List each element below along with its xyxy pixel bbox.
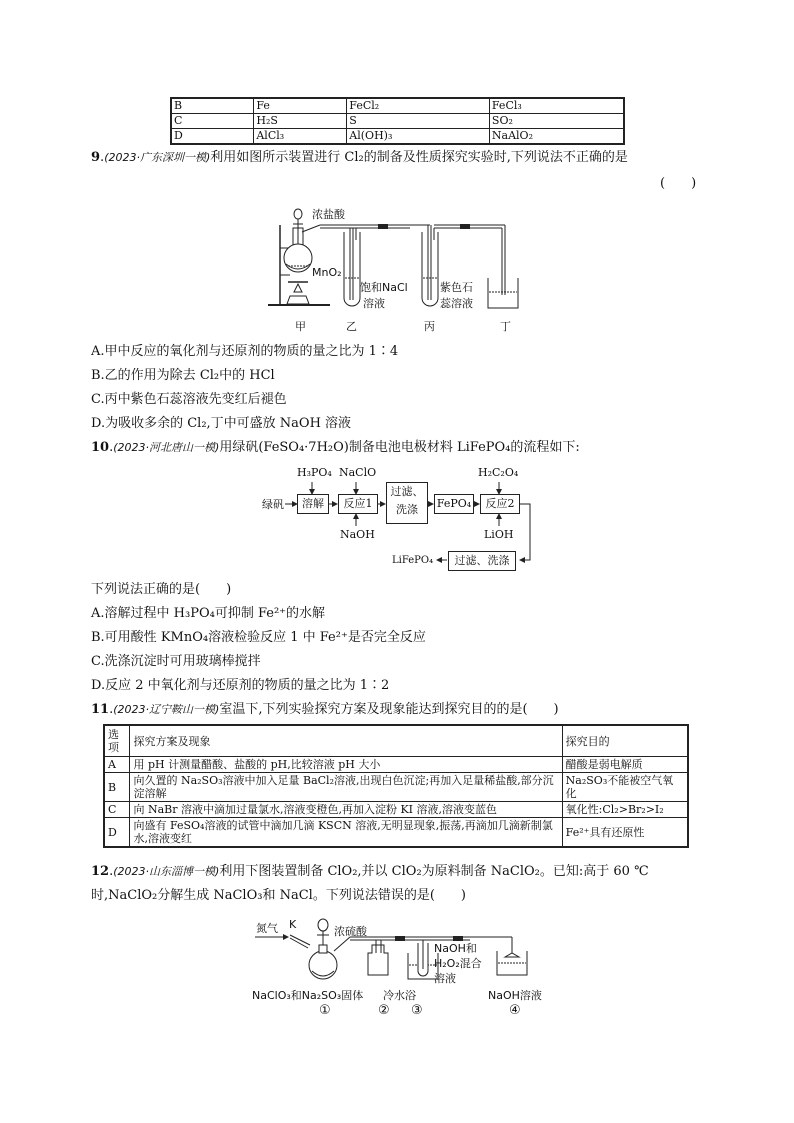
q11-table-header-row [104, 725, 688, 757]
q10-option-d[interactable]: D.反应 2 中氧化剂与还原剂的物质的量之比为 1∶2 [91, 678, 390, 693]
top-table-cell: Fe [254, 98, 347, 114]
q9-label-acid: 浓盐酸 [312, 208, 345, 221]
q11-cell-option: B [104, 773, 130, 802]
q9-stem: 利用如图所示装置进行 Cl₂的制备及性质探究实验时,下列说法不正确的是 [210, 150, 628, 165]
q12-label-k: K [289, 918, 297, 931]
q9-label-mno2: MnO₂ [312, 266, 342, 279]
q10-flow-in-naclo: NaClO [339, 466, 377, 479]
top-table-row [171, 98, 624, 114]
top-table-cell: D [171, 129, 254, 145]
top-table [170, 97, 625, 145]
q10-flow-end: LiFePO₄ [392, 555, 434, 566]
q9-option-b[interactable]: B.乙的作用为除去 Cl₂中的 HCl [91, 368, 275, 383]
q11-cell-goal: 氧化性:Cl₂>Br₂>I₂ [562, 802, 688, 818]
q12-label-ice: 冷水浴 [383, 989, 416, 1002]
q9-answer-paren: ( ) [660, 176, 697, 191]
q9-label-yi: 乙 [346, 320, 357, 333]
q11-table-row [104, 818, 688, 848]
q11-cell-plan: 向久置的 Na₂SO₃溶液中加入足量 BaCl₂溶液,出现白色沉淀;再加入足量稀盐酸,部分沉淀溶解 [130, 773, 562, 802]
q11-cell-plan: 向 NaBr 溶液中滴加过量氯水,溶液变橙色,再加入淀粉 KI 溶液,溶液变蓝色 [130, 802, 562, 818]
top-table-cell: C [171, 114, 254, 129]
q9-option-d[interactable]: D.为吸收多余的 Cl₂,丁中可盛放 NaOH 溶液 [91, 416, 352, 431]
q11-source: (2023·辽宁鞍山一模) [113, 703, 220, 716]
q12-stem-line1: 12.(2023·山东淄博一模)利用下图装置制备 ClO₂,并以 ClO₂为原料制备 NaClO₂。已知:高于 60 ℃ [91, 864, 649, 879]
q9-option-a[interactable]: A.甲中反应的氧化剂与还原剂的物质的量之比为 1∶4 [91, 344, 399, 359]
q11-table [103, 724, 689, 848]
q10-flow-in-naoh: NaOH [340, 528, 375, 541]
q10-flow-box-reaction2: 反应2 [480, 494, 520, 514]
top-table-cell: B [171, 98, 254, 114]
q9-label-c-sol-1: 紫色石 [440, 281, 473, 294]
q12-label-mix-3: 溶液 [434, 972, 456, 985]
q10-flow-box-filter-line2: 洗涤 [396, 503, 418, 516]
q11-table-row [104, 757, 688, 773]
q11-cell-goal: Fe²⁺具有还原性 [562, 818, 688, 848]
q12-label-num1: ① [319, 1003, 331, 1018]
q9-apparatus-figure [260, 200, 550, 330]
q12-stem-line2: 时,NaClO₂分解生成 NaClO₃和 NaCl。下列说法错误的是( ) [91, 888, 466, 903]
q12-label-acid: 浓硫酸 [334, 925, 367, 938]
q10-flow-box-filter [386, 482, 428, 524]
q10-stem-line: 10.(2023·河北唐山一模)用绿矾(FeSO₄·7H₂O)制备电池电极材料 LiFePO₄的流程如下: [91, 440, 580, 455]
q10-flow-start: 绿矾 [262, 498, 284, 511]
q11-cell-plan: 向盛有 FeSO₄溶液的试管中滴加几滴 KSCN 溶液,无明显现象,振荡,再滴加几滴新制氯水,溶液变红 [130, 818, 562, 848]
top-table-cell: AlCl₃ [254, 129, 347, 145]
q10-flow-in-h3po4: H₃PO₄ [297, 466, 332, 479]
q10-flow-in-lioh: LiOH [484, 528, 514, 541]
q11-header-plan: 探究方案及现象 [130, 725, 562, 757]
q9-source: (2023·广东深圳一模) [104, 151, 211, 164]
top-table-cell: FeCl₂ [347, 98, 490, 114]
q9-option-c[interactable]: C.丙中紫色石蕊溶液先变红后褪色 [91, 392, 287, 407]
q11-header-goal: 探究目的 [562, 725, 688, 757]
q9-label-jia: 甲 [295, 320, 306, 333]
q11-cell-plan: 用 pH 计测量醋酸、盐酸的 pH,比较溶液 pH 大小 [130, 757, 562, 773]
top-table-cell: SO₂ [489, 114, 624, 129]
q12-label-mix-2: H₂O₂混合 [434, 957, 482, 970]
q12-label-mix-1: NaOH和 [434, 942, 477, 955]
top-table-cell: H₂S [254, 114, 347, 129]
q10-flow-box-filter2: 过滤、洗涤 [448, 551, 516, 571]
q10-question: 下列说法正确的是( ) [91, 582, 232, 597]
q12-label-solid: NaClO₃和Na₂SO₃固体 [252, 989, 364, 1002]
q11-cell-goal: 醋酸是弱电解质 [562, 757, 688, 773]
q9-label-b-sol-2: 溶液 [363, 297, 385, 310]
q12-label-n2: 氮气 [256, 922, 278, 935]
top-table-cell: S [347, 114, 490, 129]
top-table-row [171, 129, 624, 145]
q10-option-b[interactable]: B.可用酸性 KMnO₄溶液检验反应 1 中 Fe²⁺是否完全反应 [91, 630, 426, 645]
q9-number: 9 [91, 150, 101, 165]
q10-number: 10 [91, 440, 110, 455]
q9-label-ding: 丁 [500, 320, 511, 333]
top-table-cell: NaAlO₂ [489, 129, 624, 145]
q10-flow-box-dissolve: 溶解 [297, 494, 329, 514]
q10-flow-box-fepo4: FePO₄ [434, 494, 474, 514]
q11-number: 11 [91, 702, 110, 717]
q10-stem: 用绿矾(FeSO₄·7H₂O)制备电池电极材料 LiFePO₄的流程如下: [219, 440, 580, 455]
q9-label-b-sol-1: 饱和NaCl [360, 281, 408, 294]
q11-cell-option: A [104, 757, 130, 773]
q12-label-num2: ② [378, 1003, 390, 1018]
top-table-cell: Al(OH)₃ [347, 129, 490, 145]
q11-cell-option: C [104, 802, 130, 818]
q12-stem-1: 利用下图装置制备 ClO₂,并以 ClO₂为原料制备 NaClO₂。已知:高于 60 ℃ [219, 864, 649, 879]
q12-label-naoh: NaOH溶液 [488, 989, 542, 1002]
q11-table-row [104, 802, 688, 818]
q11-stem-line: 11.(2023·辽宁鞍山一模)室温下,下列实验探究方案及现象能达到探究目的的是( ) [91, 702, 559, 717]
top-table-row [171, 114, 624, 129]
q10-source: (2023·河北唐山一模) [113, 441, 220, 454]
q11-table-row [104, 773, 688, 802]
q10-option-c[interactable]: C.洗涤沉淀时可用玻璃棒搅拌 [91, 654, 261, 669]
q10-flow-box-reaction1: 反应1 [338, 494, 378, 514]
q9-label-c-sol-2: 蕊溶液 [440, 297, 473, 310]
top-table-cell: FeCl₃ [489, 98, 624, 114]
q11-cell-option: D [104, 818, 130, 848]
q11-header-option: 选项 [104, 725, 130, 757]
q10-option-a[interactable]: A.溶解过程中 H₃PO₄可抑制 Fe²⁺的水解 [91, 606, 326, 621]
q11-stem: 室温下,下列实验探究方案及现象能达到探究目的的是( ) [219, 702, 559, 717]
q12-label-num4: ④ [509, 1003, 521, 1018]
q10-flow-box-filter-line1: 过滤、 [390, 485, 424, 498]
q12-number: 12 [91, 864, 110, 879]
q10-flow-in-h2c2o4: H₂C₂O₄ [478, 466, 519, 479]
q11-cell-goal: Na₂SO₃不能被空气氧化 [562, 773, 688, 802]
q9-label-bing: 丙 [424, 320, 435, 333]
q9-stem-line: 9.(2023·广东深圳一模)利用如图所示装置进行 Cl₂的制备及性质探究实验时,下列说法不正确的是 [91, 150, 628, 165]
q12-source: (2023·山东淄博一模) [113, 865, 220, 878]
q12-label-num3: ③ [411, 1003, 423, 1018]
